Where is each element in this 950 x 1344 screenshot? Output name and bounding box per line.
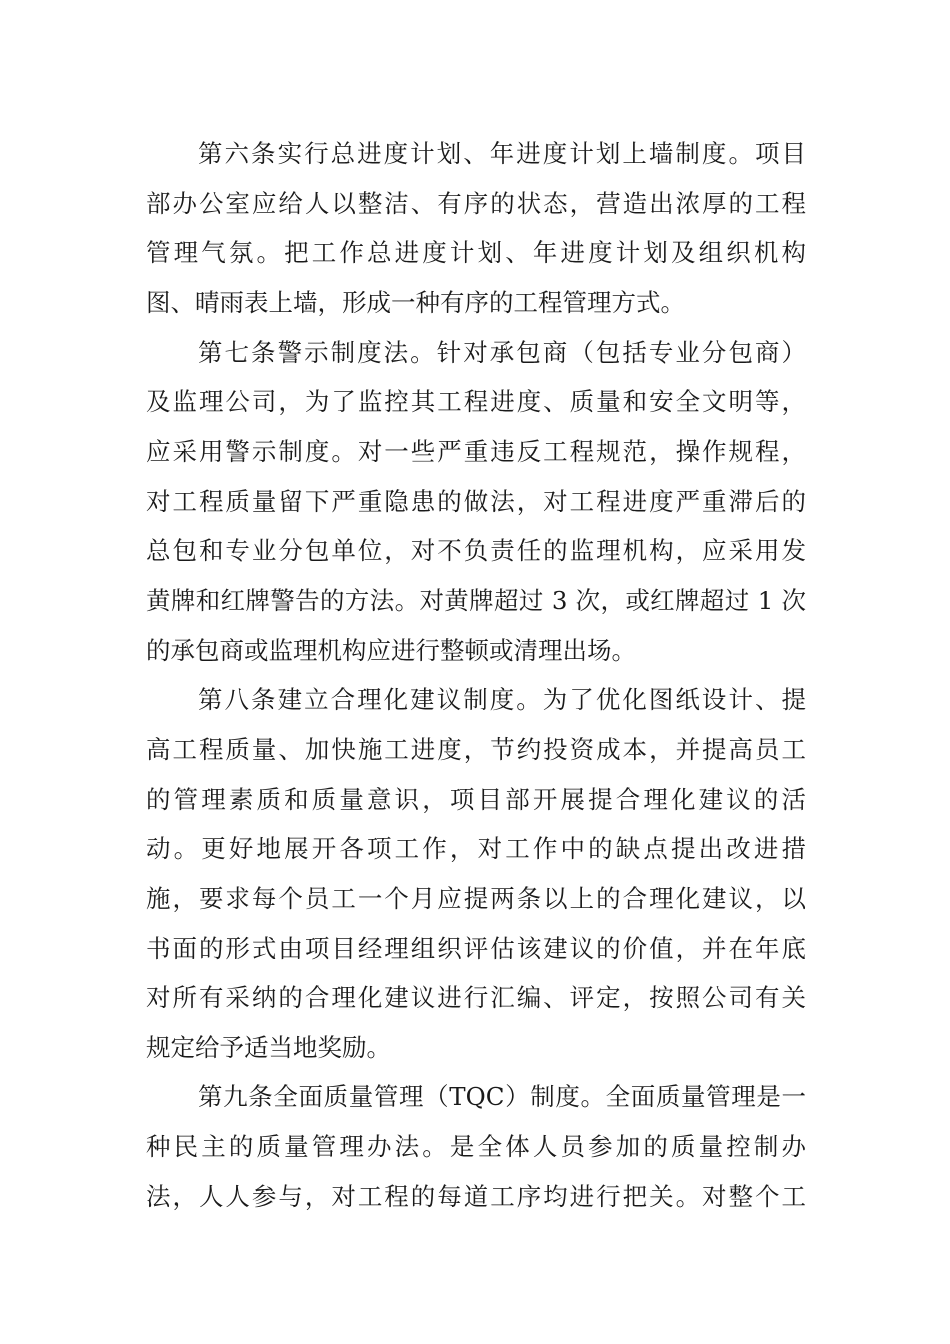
article-8-line-6: 书面的形式由项目经理组织评估该建议的价值，并在年底 <box>146 934 806 963</box>
article-9-line-3: 法，人人参与，对工程的每道工序均进行把关。对整个工 <box>146 1182 806 1211</box>
article-9-line-1: 第九条全面质量管理（TQC）制度。全面质量管理是一 <box>198 1082 806 1111</box>
article-6-line-3: 管理气氛。把工作总进度计划、年进度计划及组织机构 <box>146 238 806 267</box>
article-7-line-1: 第七条警示制度法。针对承包商（包括专业分包商） <box>198 338 806 367</box>
article-7-line-7: 的承包商或监理机构应进行整顿或清理出场。 <box>146 636 636 665</box>
article-6-line-4: 图、晴雨表上墙，形成一种有序的工程管理方式。 <box>146 288 685 317</box>
article-7-line-3: 应采用警示制度。对一些严重违反工程规范，操作规程， <box>146 437 806 466</box>
article-9-line-2: 种民主的质量管理办法。是全体人员参加的质量控制办 <box>146 1132 806 1161</box>
article-7-line-5: 总包和专业分包单位，对不负责任的监理机构，应采用发 <box>146 536 806 565</box>
article-7-line-2: 及监理公司，为了监控其工程进度、质量和安全文明等， <box>146 387 806 416</box>
article-8-line-8: 规定给予适当地奖励。 <box>146 1033 391 1062</box>
article-6-line-2: 部办公室应给人以整洁、有序的状态，营造出浓厚的工程 <box>146 189 806 218</box>
article-7-line-4: 对工程质量留下严重隐患的做法，对工程进度严重滞后的 <box>146 487 806 516</box>
article-8-line-3: 的管理素质和质量意识，项目部开展提合理化建议的活 <box>146 785 806 814</box>
article-8-line-5: 施，要求每个员工一个月应提两条以上的合理化建议，以 <box>146 884 806 913</box>
article-8-line-4: 动。更好地展开各项工作，对工作中的缺点提出改进措 <box>146 834 806 863</box>
article-8-line-1: 第八条建立合理化建议制度。为了优化图纸设计、提 <box>198 685 806 714</box>
article-7-line-6: 黄牌和红牌警告的方法。对黄牌超过 3 次，或红牌超过 1 次 <box>146 586 806 615</box>
article-6-line-1: 第六条实行总进度计划、年进度计划上墙制度。项目 <box>198 139 806 168</box>
article-8-line-2: 高工程质量、加快施工进度，节约投资成本，并提高员工 <box>146 735 806 764</box>
article-8-line-7: 对所有采纳的合理化建议进行汇编、评定，按照公司有关 <box>146 983 806 1012</box>
